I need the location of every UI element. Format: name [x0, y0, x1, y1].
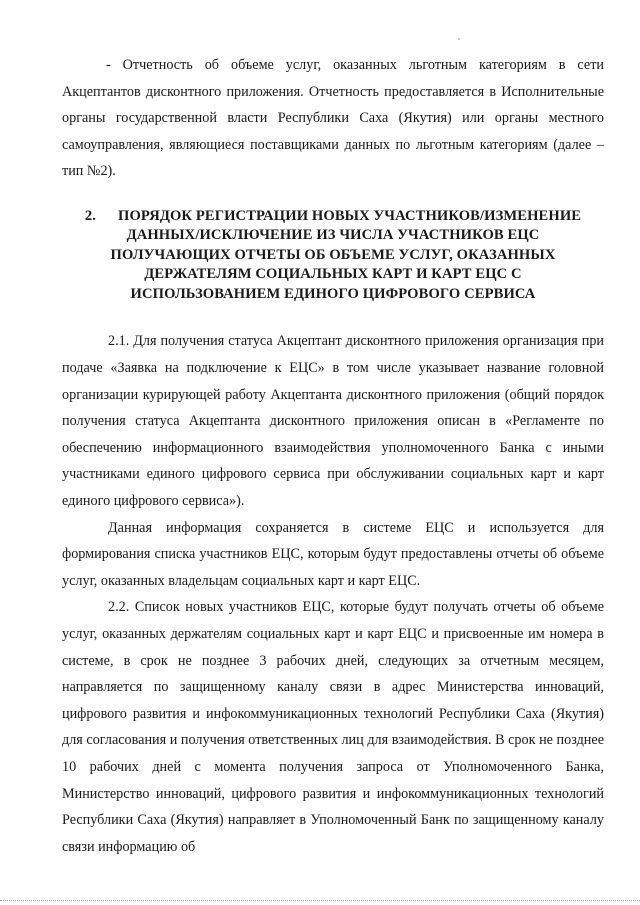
- scan-speck: [458, 38, 460, 40]
- page-bottom-edge: [0, 900, 640, 901]
- paragraph-2-2: 2.2. Список новых участников ЕЦС, которые будут получать отчеты об объеме услуг, оказанных держателям социальных карт и карт ЕЦС и присвоенные им номера в системе, в срок не позднее 3 рабочих дней, следующих за отчетным месяцем, направляется по защищенному каналу связи в адрес Министерства инноваций, цифрового развития и инфокоммуникационных технологий Республики Саха (Якутия) для согласования и получения ответственных лиц для взаимодействия. В срок не позднее 10 рабочих дней с момента получения запроса от Уполномоченного Банка, Министерство инноваций, цифрового развития и инфокоммуникационных технологий Республики Саха (Якутия) направляет в Уполномоченный Банк по защищенному каналу связи информацию об: [62, 599, 604, 855]
- section-heading: [62, 207, 604, 305]
- section-title: ПОРЯДОК РЕГИСТРАЦИИ НОВЫХ УЧАСТНИКОВ/ИЗМЕНЕНИЕ ДАННЫХ/ИСКЛЮЧЕНИЕ ИЗ ЧИСЛА УЧАСТНИКОВ ЕЦС ПОЛУЧАЮЩИХ ОТЧЕТЫ ОБ ОБЪЕМЕ УСЛУГ, ОКАЗАННЫХ ДЕРЖАТЕЛЯМ СОЦИАЛЬНЫХ КАРТ И КАРТ ЕЦС С ИСПОЛЬЗОВАНИЕМ ЕДИНОГО ЦИФРОВОГО СЕРВИСА: [110, 207, 582, 302]
- paragraph-2-1: 2.1. Для получения статуса Акцептант дисконтного приложения организация при подаче «Заявка на подключение к ЕЦС» в том числе указывает название головной организации курирующей работу Акцептанта дисконтного приложения (общий порядок получения статуса Акцептанта дисконтного приложения описан в «Регламенте по обеспечению информационного взаимодействия уполномоченного Банка с иными участниками единого цифрового сервиса при обслуживании социальных карт и карт единого цифрового сервиса»).: [62, 333, 604, 510]
- section-number: 2.: [84, 207, 97, 224]
- paragraph-info-stored: Данная информация сохраняется в системе ЕЦС и используется для формирования списка участников ЕЦС, которым будут предоставлены отчеты об объеме услуг, оказанных владельцам социальных карт и карт ЕЦС.: [62, 519, 604, 589]
- paragraph-report-type-2: - Отчетность об объеме услуг, оказанных льготным категориям в сети Акцептантов дисконтного приложения. Отчетность предоставляется в Исполнительные органы государственной власти Республики Саха (Якутия) или органы местного самоуправления, являющиеся поставщиками данных по льготным категориям (далее – тип №2).: [62, 57, 604, 180]
